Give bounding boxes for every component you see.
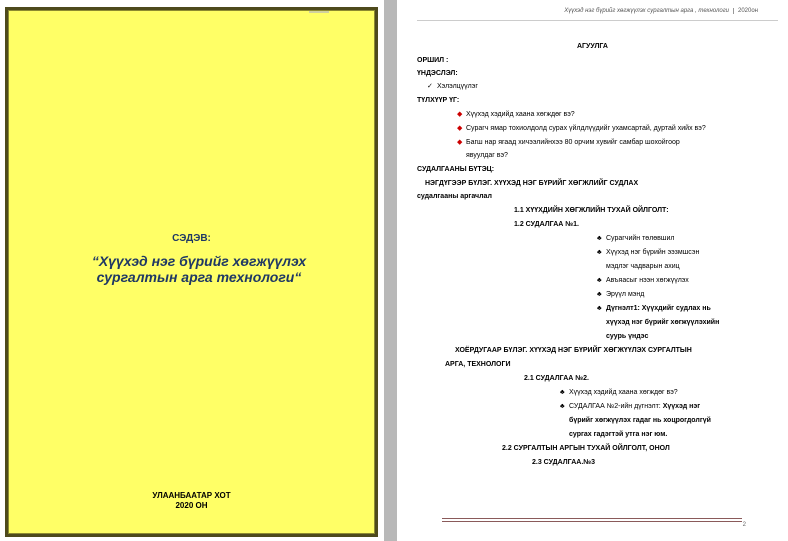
toc-item-6-label: Хүүхэд хэдийд хаана хөгждөг вэ? <box>569 389 678 396</box>
footer-divider-2 <box>442 521 742 522</box>
toc-item-7-cont-1: бүрийг хөгжүүлэх гадаг нь хоцрогдолгүй <box>569 417 711 424</box>
cover-title-line-1: “Хүүхэд нэг бүрийг хөгжүүлэх <box>91 253 307 269</box>
toc-item-4-label: Эрүүл мэнд <box>606 291 645 298</box>
toc-item-7 <box>560 402 700 411</box>
toc-item-2-label: Хүүхэд нэг бүрийн ээзмшсэн <box>606 249 700 256</box>
toc-kw-3 <box>457 138 680 147</box>
toc-item-5-cont-2: суурь үндэс <box>606 333 649 340</box>
cover-page <box>0 0 384 541</box>
cover-city: УЛААНБААТАР ХОТ <box>152 491 231 500</box>
toc-chapter-1-cont: судалгааны аргачлал <box>417 193 492 200</box>
check-icon: ✓ <box>427 83 433 90</box>
cover-title <box>49 253 349 285</box>
club-bullet-icon: ♣ <box>560 403 565 410</box>
toc-item-5-cont-1: хүүхэд нэг бүрийг хөгжүүлэхийн <box>606 319 720 326</box>
club-bullet-icon: ♣ <box>597 249 602 256</box>
toc-section-2-1: 2.1 СУДАЛГАА №2. <box>524 375 589 382</box>
toc-chapter-2-cont: АРГА, ТЕХНОЛОГИ <box>445 361 511 368</box>
page-number: 2 <box>742 522 746 528</box>
page-header <box>564 8 758 14</box>
toc-item-6 <box>560 388 678 397</box>
toc-page <box>397 0 788 541</box>
header-title: Хүүхэд нэг бүрийг хөгжүүлэх сургалтын арга , технологи <box>564 8 729 14</box>
toc-item-3 <box>597 276 689 285</box>
cover-year: 2020 ОН <box>175 501 208 510</box>
toc-item-7-bold: Хүүхэд нэг <box>662 403 701 410</box>
toc-kw-3-cont: явуулдаг вэ? <box>466 152 508 159</box>
toc-kw-2 <box>457 124 706 133</box>
toc-chapter-1: НЭГДҮГЭЭР БҮЛЭГ. ХҮҮХЭД НЭГ БҮРИЙГ ХӨГЖЛИЙГ СУДЛАХ <box>425 180 639 187</box>
arrow-bullet-icon: ◆ <box>457 125 463 132</box>
toc-item-7-cont-2: сургах гадэгтэй утга нэг юм. <box>569 431 668 438</box>
toc-item-1-label: Сурагчийн төлөвшил <box>606 235 675 242</box>
club-bullet-icon: ♣ <box>597 235 602 242</box>
club-bullet-icon: ♣ <box>560 389 565 396</box>
header-year: 2020он <box>733 8 758 14</box>
toc-section-1-2: 1.2 СУДАЛГАА №1. <box>514 221 579 228</box>
toc-kw-1 <box>457 110 575 119</box>
arrow-bullet-icon: ◆ <box>457 139 463 146</box>
cover-title-line-2: сургалтын арга технологи“ <box>96 269 302 285</box>
toc-heading: АГУУЛГА <box>577 43 608 50</box>
toc-structure: СУДАЛГААНЫ БҮТЭЦ: <box>417 166 495 173</box>
toc-kw-3-label: Багш нар ягаад хичээлийнхээ 80 орчим хувийг самбар шохойгоор <box>466 139 680 146</box>
toc-item-1 <box>597 234 675 243</box>
cover-subject-label: СЭДЭВ: <box>172 233 211 244</box>
arrow-bullet-icon: ◆ <box>457 111 463 118</box>
club-bullet-icon: ♣ <box>597 291 602 298</box>
toc-item-7-prefix: СУДАЛГАА №2-ийн дүгнэлт: <box>569 403 663 410</box>
club-bullet-icon: ♣ <box>597 305 602 312</box>
toc-item-5-label: Дүгнэлт1: Хүүхдийг судлах нь <box>606 305 711 312</box>
toc-rationale: ҮНДЭСЛЭЛ: <box>417 70 458 77</box>
footer-divider <box>442 518 742 519</box>
toc-introduction: ОРШИЛ : <box>417 57 449 64</box>
toc-item-3-label: Авъяасыг нээн хөгжүүлэх <box>606 277 689 284</box>
toc-discussion-label: Хэлэлцүүлэг <box>437 83 478 90</box>
toc-chapter-2: ХОЁРДУГААР БҮЛЭГ. ХҮҮХЭД НЭГ БҮРИЙГ ХӨГЖҮҮЛЭХ СУРГАЛТЫН <box>455 347 692 354</box>
cover-top-mark <box>309 11 329 13</box>
toc-discussion <box>427 82 478 91</box>
toc-kw-2-label: Сурагч ямар тохиолдолд сурах үйлдлүүдийг ухамсартай, дуртай хийх вэ? <box>466 125 706 132</box>
toc-item-4 <box>597 290 644 299</box>
toc-section-2-2: 2.2 СУРГАЛТЫН АРГЫН ТУХАЙ ОЙЛГОЛТ, ОНОЛ <box>502 445 670 452</box>
toc-section-1-1: 1.1 ХҮҮХДИЙН ХӨГЖЛИЙН ТУХАЙ ОЙЛГОЛТ: <box>514 207 669 214</box>
toc-section-2-3: 2.3 СУДАЛГАА.№3 <box>532 459 595 466</box>
cover-background <box>8 10 375 534</box>
toc-item-2 <box>597 248 699 257</box>
cover-border <box>5 7 378 537</box>
header-divider <box>417 20 778 21</box>
toc-item-5 <box>597 304 711 313</box>
club-bullet-icon: ♣ <box>597 277 602 284</box>
toc-item-2-cont: мэдлэг чадварын ахиц <box>606 263 680 270</box>
cover-city-year <box>9 491 374 511</box>
toc-kw-1-label: Хүүхэд хэдийд хаана хөгждөг вэ? <box>466 111 575 118</box>
toc-keywords: ТҮЛХҮҮР ҮГ: <box>417 97 460 104</box>
